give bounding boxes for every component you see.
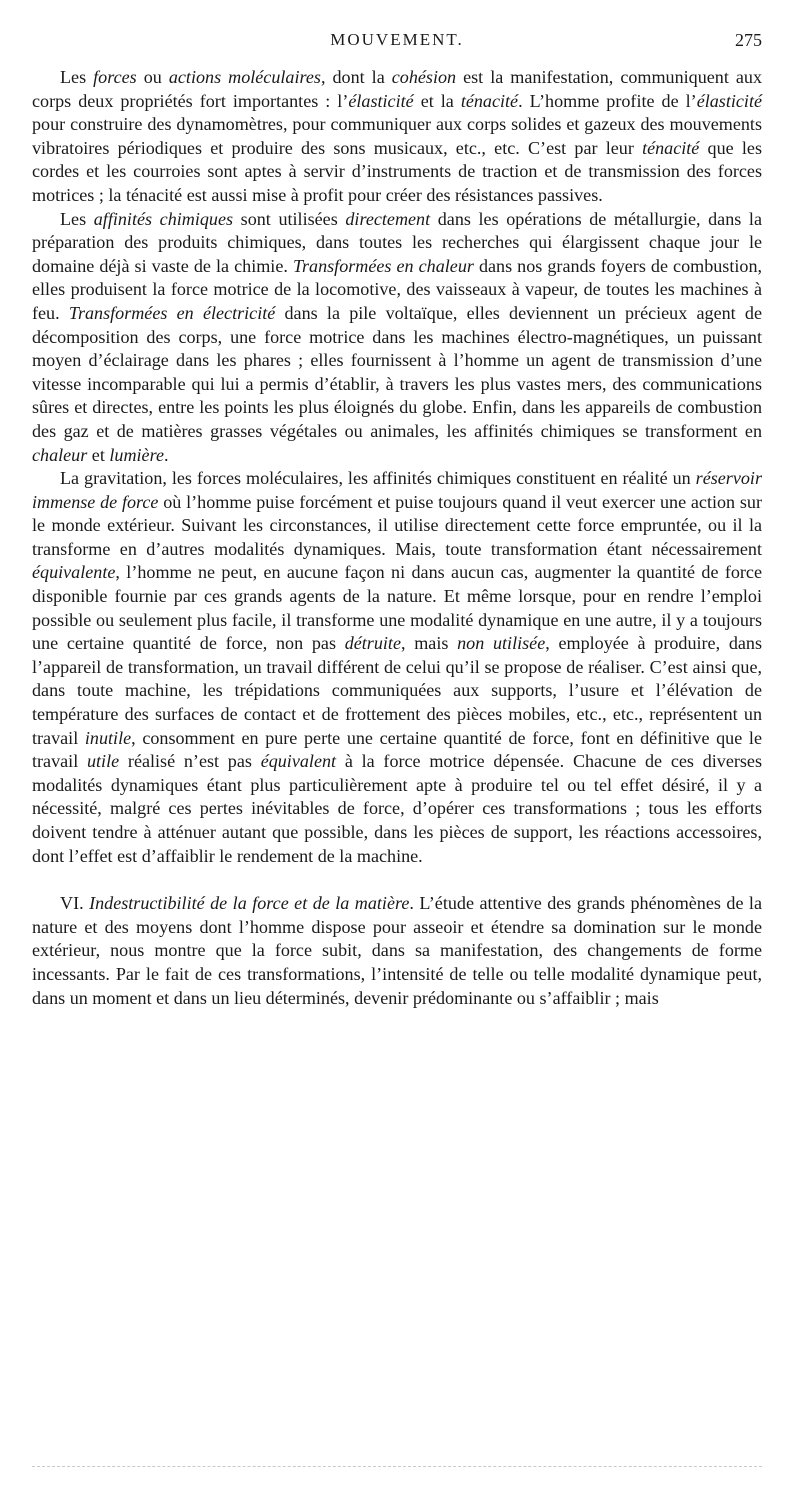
paragraph-chemical-affinities	[32, 208, 762, 468]
text-run: , dont la	[320, 67, 392, 87]
italic-text: directement	[345, 208, 431, 229]
text-run: à la force motrice dépensée. Chacune de ces diverses modalités dynamiques étant plus particulièrement apte à produire tel ou tel effet désiré, il y a nécessité, malgré ces pertes inévitables de force, d’opérer ces transformations ; tous les efforts doivent tendre à atténuer autant que possible, dans les pièces de support, les réactions accessoires, dont l’effet est d’affaiblir le rendement de la machine.	[32, 751, 762, 866]
italic-text: Transformées en chaleur	[292, 255, 474, 276]
italic-text: équivalent	[260, 751, 337, 772]
italic-text: inutile	[84, 727, 132, 748]
italic-text: équivalente	[32, 562, 116, 583]
paragraph-molecular-forces	[32, 66, 762, 208]
italic-text: non utilisée	[457, 633, 546, 654]
text-run: . L’étude attentive des grands phénomènes de la nature et des moyens dont l’homme dispose pour asseoir et étendre sa domination sur le monde extérieur, nous montre que la force subit, dans sa manifestation, des changements de forme incessants. Par le fait de ces transformations, l’intensité de telle ou telle modalité dynamique peut, dans un moment et dans un lieu déterminés, devenir prédominante ou s’affaiblir ; mais	[32, 893, 762, 1008]
text-run: que les cordes et les courroies sont aptes à servir d’instruments de traction et de transmission des forces motrices ; la ténacité est aussi mise à profit pour créer des résistances passives.	[32, 137, 762, 205]
text-run: est la manifestation, communiquent aux corps deux propriétés fort importantes : l’	[32, 67, 763, 111]
book-page	[32, 28, 762, 1010]
text-run: sont utilisées	[233, 208, 346, 229]
italic-text: cohésion	[391, 67, 457, 87]
paragraph-gravitation	[32, 467, 762, 868]
text-run: réalisé n’est pas	[119, 751, 261, 772]
text-run: dans nos grands foyers de combustion, elles produisent la force motrice de la locomotive, des vaisseaux à vapeur, de toutes les machines à feu.	[32, 255, 763, 323]
running-title: MOUVEMENT.	[330, 30, 464, 49]
text-run: et la	[413, 90, 461, 111]
text-run: La gravitation, les forces moléculaires, les affinités chimiques constituent en réalité un	[60, 468, 696, 489]
italic-text: Transformées en électricité	[68, 302, 276, 323]
paragraph-section-vi	[32, 892, 762, 1010]
text-run: , mais	[400, 633, 458, 654]
italic-text: ténacité	[460, 90, 519, 111]
italic-text: ténacité	[642, 137, 700, 158]
italic-text: forces	[93, 67, 137, 87]
italic-text: lumière	[109, 444, 164, 465]
text-run: , employée à produire, dans l’appareil de transformation, un travail différent de celui qu’il se propose de réaliser. C’est ainsi que, dans toute machine, les trépidations communiquées aux supports, l’usure et l’élévation de température des surfaces de contact et de frottement des pièces mobiles, etc., etc., représentent un travail	[32, 633, 762, 748]
text-run: et	[87, 444, 110, 465]
italic-text: réservoir immense de force	[32, 468, 762, 512]
italic-text: affinités chimiques	[93, 208, 234, 229]
footer-rule	[32, 1466, 762, 1467]
text-run: dans les opérations de métallurgie, dans la préparation des produits chimiques, dans toutes les recherches qui élargissent chaque jour le domaine déjà si vaste de la chimie.	[32, 208, 762, 276]
text-run: , l’homme ne peut, en aucune façon ni dans aucun cas, augmenter la quantité de force disponible fournie par ces grands agents de la nature. Et même lorsque, pour en rendre l’emploi possible ou seulement plus facile, il transforme une modalité dynamique en une autre, il y a toujours une certaine quantité de force, non pas	[32, 562, 762, 654]
italic-text: actions moléculaires	[168, 67, 321, 87]
italic-text: élasticité	[348, 90, 414, 111]
page-header	[32, 28, 762, 54]
italic-text: utile	[86, 751, 120, 772]
text-run: , consomment en pure perte une certaine quantité de force, font en définitive que le travail	[32, 727, 762, 772]
italic-text: Indestructibilité de la force et de la matière	[89, 893, 410, 914]
text-run: VI.	[60, 893, 90, 914]
text-run: où l’homme puise forcément et puise toujours quand il veut exercer une action sur le monde extérieur. Suivant les circonstances, il utilise directement cette force empruntée, ou il la transforme en d’autres modalités dynamiques. Mais, toute transformation étant nécessairement	[32, 491, 762, 559]
text-run: Les	[60, 208, 94, 229]
italic-text: élasticité	[696, 90, 763, 111]
page-number: 275	[735, 30, 762, 50]
text-run: .	[164, 444, 169, 465]
text-run: pour construire des dynamomètres, pour communiquer aux corps solides et gazeux des mouvements vibratoires périodiques et produire des sons musicaux, etc., etc. C’est par leur	[32, 114, 762, 158]
italic-text: détruite	[344, 633, 401, 654]
text-run: ou	[136, 67, 169, 87]
text-run: . L’homme profite de l’	[518, 90, 697, 111]
text-run: dans la pile voltaïque, elles deviennent un précieux agent de décomposition des corps, une force motrice dans les machines électro-magnétiques, un puissant moyen d’éclairage dans les phares ; elles fournissent à l’homme un agent de transmission d’une vitesse incomparable qui lui a permis d’établir, à travers les plus vastes mers, des communications sûres et directes, entre les points les plus éloignés du globe. Enfin, dans les appareils de combustion des gaz et de matières grasses végétales ou animales, les affinités chimiques se transforment en	[32, 302, 763, 441]
italic-text: chaleur	[32, 444, 88, 465]
text-run: Les	[60, 67, 94, 87]
